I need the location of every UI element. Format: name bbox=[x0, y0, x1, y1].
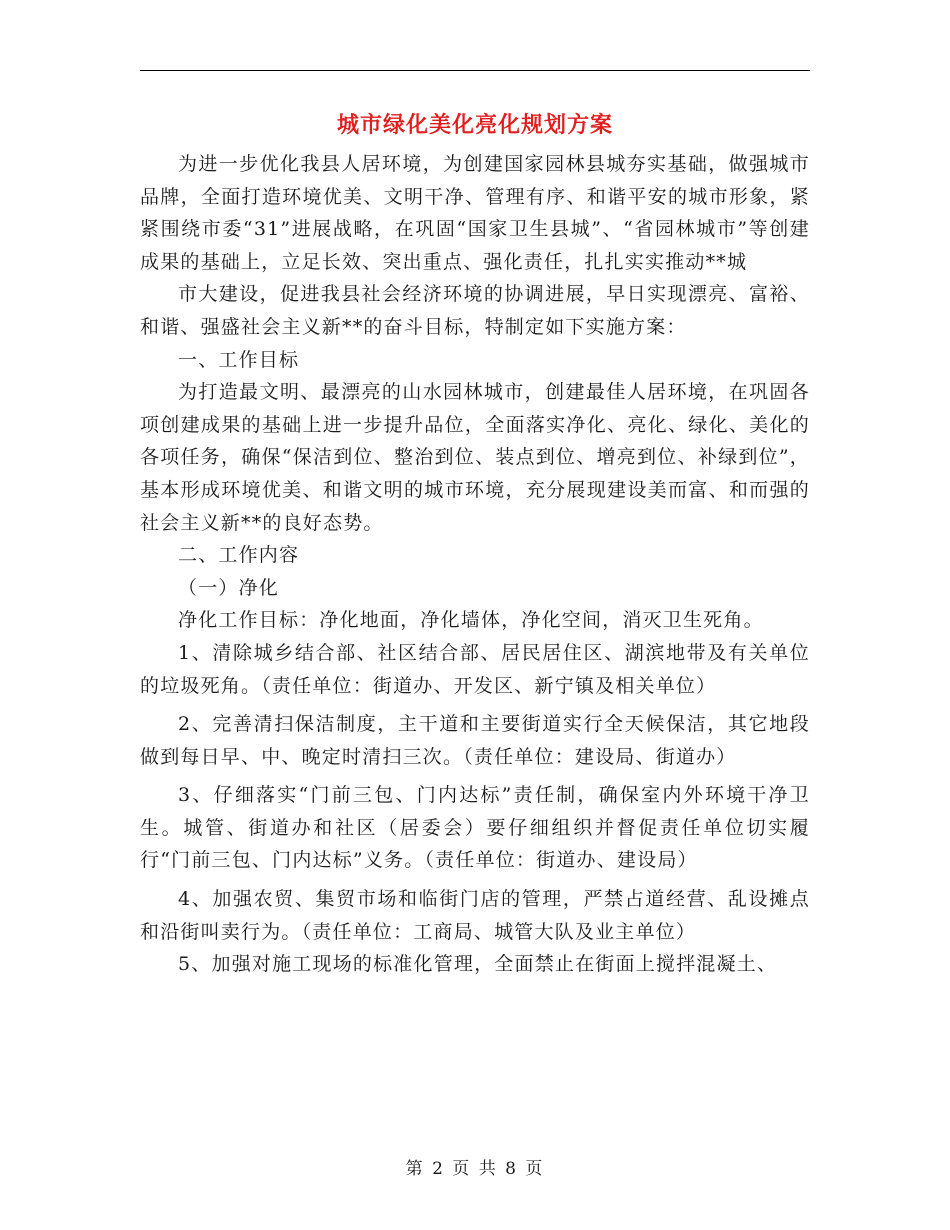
subsection-heading-purify: （一）净化 bbox=[178, 576, 280, 599]
paragraph-purify-goal: 净化工作目标：净化地面，净化墙体，净化空间，消灭卫生死角。 bbox=[178, 609, 764, 632]
list-item-5: 5、加强对施工现场的标准化管理，全面禁止在街面上搅拌混凝土、 bbox=[178, 953, 778, 976]
section-heading-content: 二、工作内容 bbox=[178, 544, 300, 567]
list-item-1: 1、清除城乡结合部、社区结合部、居民居住区、湖滨地带及有关单位的垃圾死角。（责任单位：街道办、开发区、新宁镇及相关单位） bbox=[140, 641, 810, 697]
document-body bbox=[140, 148, 810, 981]
header-rule bbox=[140, 70, 810, 71]
document-title: 城市绿化美化亮化规划方案 bbox=[336, 112, 613, 138]
paragraph-intro-continued: 市大建设，促进我县社会经济环境的协调进展，早日实现漂亮、富裕、和谐、强盛社会主义新**的奋斗目标，特制定如下实施方案： bbox=[140, 283, 810, 338]
paragraph-goals: 为打造最文明、最漂亮的山水园林城市，创建最佳人居环境，在巩固各项创建成果的基础上进一步提升品位，全面落实净化、亮化、绿化、美化的各项任务，确保“保洁到位、整治到位、装点到位、增亮到位、补绿到位”，基本形成环境优美、和谐文明的城市环境，充分展现建设美而富、和而强的社会主义新**的良好态势。 bbox=[140, 381, 810, 534]
paragraph-intro: 为进一步优化我县人居环境，为创建国家园林县城夯实基础，做强城市品牌，全面打造环境优美、文明干净、管理有序、和谐平安的城市形象，紧紧围绕市委“31”进展战略，在巩固“国家卫生县城”、“省园林城市”等创建成果的基础上，立足长效、突出重点、强化责任，扎扎实实推动**城 bbox=[140, 153, 810, 273]
list-item-3: 3、仔细落实“门前三包、门内达标”责任制，确保室内外环境干净卫生。城管、街道办和社区（居委会）要仔细组织并督促责任单位切实履行“门前三包、门内达标”义务。（责任单位：街道办、建设局） bbox=[140, 784, 810, 872]
section-heading-goals: 一、工作目标 bbox=[178, 348, 300, 371]
list-item-2: 2、完善清扫保洁制度，主干道和主要街道实行全天候保洁，其它地段做到每日早、中、晚定时清扫三次。（责任单位：建设局、街道办） bbox=[140, 713, 810, 768]
page-number: 第 2 页 共 8 页 bbox=[405, 1159, 545, 1179]
list-item-4: 4、加强农贸、集贸市场和临街门店的管理，严禁占道经营、乱设摊点和沿街叫卖行为。（责任单位：工商局、城管大队及业主单位） bbox=[140, 888, 810, 943]
